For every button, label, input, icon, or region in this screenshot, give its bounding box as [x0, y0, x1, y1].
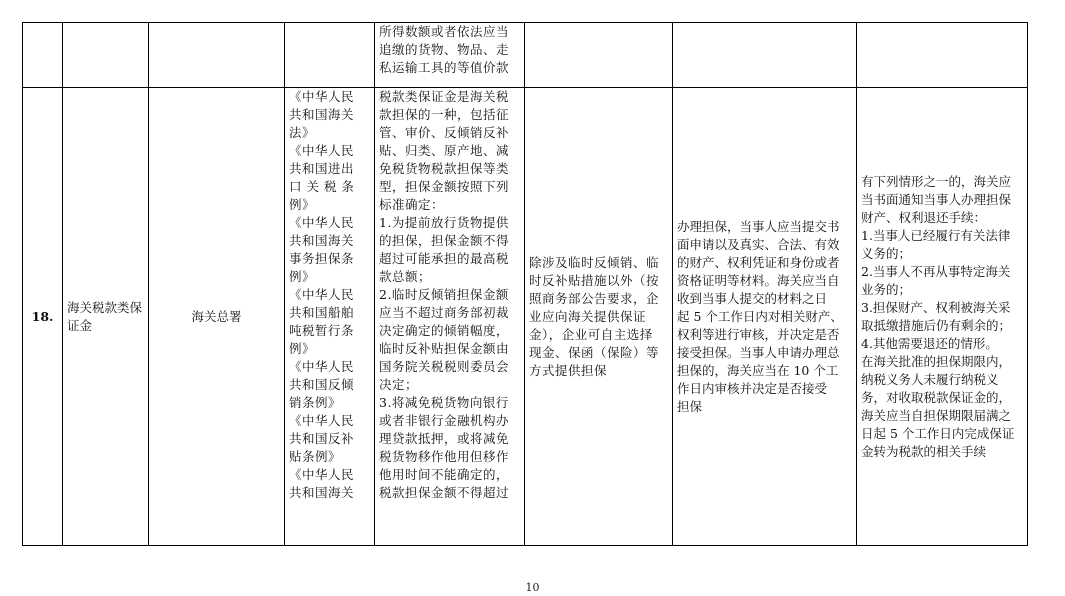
page-number: 10: [525, 581, 540, 594]
basis-line: 例》: [289, 341, 316, 356]
name-cell: [63, 23, 149, 88]
row-index: 18.: [23, 88, 63, 546]
content-line: 所得数额或者依法应当: [379, 24, 510, 39]
deposit-name-text: 海关税款类保证金: [67, 299, 143, 333]
basis-line: 《中华人民: [289, 215, 355, 230]
basis-line: 《中华人民: [289, 89, 355, 104]
procedure-line: 办理担保，当事人应当提交书: [677, 218, 840, 234]
refund-line: 财产、权利退还手续：: [861, 209, 987, 225]
content-line: 超过可能承担的最高税: [379, 251, 510, 266]
procedure-line: 权利等进行审核，并决定是否: [677, 326, 840, 342]
content-line: 追缴的货物、物品、走: [379, 42, 510, 57]
basis-line: 口 关 税 条: [289, 179, 355, 194]
content-line: 的担保，担保金额不得: [379, 233, 510, 248]
basis-line: 销条例》: [289, 395, 342, 410]
basis-line: 事务担保条: [289, 251, 355, 266]
basis-line: 《中华人民: [289, 359, 355, 374]
refund-line: 金转为税款的相关手续: [861, 443, 987, 459]
content-line: 管、审价、反倾销反补: [379, 125, 510, 140]
method-line: 除涉及临时反倾销、临: [529, 254, 660, 270]
content-line: 1.为提前放行货物提供: [379, 215, 509, 230]
refund-cell: [857, 23, 1028, 88]
basis-line: 例》: [289, 197, 316, 212]
content-line: 理贷款抵押，或将减免: [379, 431, 510, 446]
refund-line: 海关应当自担保期限届满之: [861, 407, 1012, 423]
procedure-line: 接受担保。当事人申请办理总: [677, 344, 840, 360]
guarantee-deposit-table: [22, 22, 1028, 546]
refund-line: 1.当事人已经履行有关法律: [861, 227, 1011, 243]
procedure-cell: [673, 23, 857, 88]
procedure-line: 起 5 个工作日内对相关财产、: [677, 308, 843, 324]
content-line: 国务院关税税则委员会: [379, 359, 510, 374]
table-row-18: [23, 88, 1028, 546]
refund-line: 取抵缴措施后仍有剩余的；: [861, 317, 1012, 333]
basis-cell: [285, 23, 375, 88]
method-line: 时反补贴措施以外（按: [529, 272, 660, 288]
index-cell: [23, 23, 63, 88]
basis-line: 共和国进出: [289, 161, 355, 176]
content-line: 3.将减免税货物向银行: [379, 395, 509, 410]
content-line: 应当不超过商务部初裁: [379, 305, 510, 320]
method-line: 业应向海关提供保证: [529, 308, 647, 324]
basis-line: 法》: [289, 125, 316, 140]
content-line: 或者非银行金融机构办: [379, 413, 510, 428]
basis-line: 共和国反倾: [289, 377, 355, 392]
basis-line: 《中华人民: [289, 467, 355, 482]
content-line: 标准确定：: [379, 197, 445, 212]
procedure-line: 资格证明等材料。海关应当自: [677, 272, 840, 288]
basis-line: 共和国反补: [289, 431, 355, 446]
refund-line: 在海关批准的担保期限内，: [861, 353, 1012, 369]
deposit-name: [63, 88, 149, 546]
basis-line: 《中华人民: [289, 413, 355, 428]
content-line: 税货物移作他用但移作: [379, 449, 510, 464]
method-line: 方式提供担保: [529, 362, 608, 378]
authority-cell: [149, 23, 285, 88]
content-line: 贴、归类、原产地、减: [379, 143, 510, 158]
procedure-line: 担保的，海关应当在 10 个工: [677, 362, 839, 378]
procedure-line: 担保: [677, 398, 703, 414]
basis-line: 共和国海关: [289, 233, 355, 248]
refund-line: 义务的；: [861, 245, 912, 261]
content-line: 他用时间不能确定的，: [379, 467, 510, 482]
refund-line: 业务的；: [861, 281, 912, 297]
content-line: 税款担保金额不得超过: [379, 485, 510, 500]
content-line: 临时反补贴担保金额由: [379, 341, 510, 356]
refund-line: 2.当事人不再从事特定海关: [861, 263, 1011, 279]
table-row-continued: [23, 23, 1028, 88]
content-line: 决定确定的倾销幅度，: [379, 323, 510, 338]
collection-standard: [375, 88, 525, 546]
method-line: 照商务部公告要求，企: [529, 290, 660, 306]
legal-basis: [285, 88, 375, 546]
content-line: 2.临时反倾销担保金额: [379, 287, 509, 302]
method-line: 现金、保函（保险）等: [529, 344, 660, 360]
collecting-authority: 海关总署: [149, 88, 285, 546]
basis-line: 贴条例》: [289, 449, 342, 464]
refund-line: 日起 5 个工作日内完成保证: [861, 425, 1015, 441]
basis-line: 吨税暂行条: [289, 323, 355, 338]
method-line: 金），企业可自主选择: [529, 326, 653, 342]
content-line: 税款类保证金是海关税: [379, 89, 510, 104]
procedure-line: 的财产、权利凭证和身份或者: [677, 254, 840, 270]
procedure-line: 面申请以及真实、合法、有效: [677, 236, 840, 252]
content-line: 免税货物税款担保等类: [379, 161, 510, 176]
basis-line: 共和国海关: [289, 485, 355, 500]
refund-line: 当书面通知当事人办理担保: [861, 191, 1012, 207]
refund-procedure: [857, 88, 1028, 546]
basis-line: 《中华人民: [289, 287, 355, 302]
content-line: 型，担保金额按照下列: [379, 179, 510, 194]
basis-line: 共和国海关: [289, 107, 355, 122]
refund-line: 有下列情形之一的，海关应: [861, 173, 1012, 189]
procedure-line: 收到当事人提交的材料之日: [677, 290, 828, 306]
procedure-line: 作日内审核并决定是否接受: [677, 380, 828, 396]
refund-line: 4.其他需要退还的情形。: [861, 335, 998, 351]
basis-line: 例》: [289, 269, 316, 284]
content-line: 款总额；: [379, 269, 432, 284]
content-cell: [375, 23, 525, 88]
content-line: 款担保的一种，包括征: [379, 107, 510, 122]
content-line: 私运输工具的等值价款: [379, 60, 510, 75]
guarantee-procedure: [673, 88, 857, 546]
refund-line: 3.担保财产、权利被海关采: [861, 299, 1011, 315]
content-line: 决定；: [379, 377, 419, 392]
basis-line: 共和国船舶: [289, 305, 355, 320]
refund-line: 务，对收取税款保证金的，: [861, 389, 1012, 405]
method-cell: [525, 23, 673, 88]
refund-line: 纳税义务人未履行纳税义: [861, 371, 999, 387]
collection-method: [525, 88, 673, 546]
basis-line: 《中华人民: [289, 143, 355, 158]
